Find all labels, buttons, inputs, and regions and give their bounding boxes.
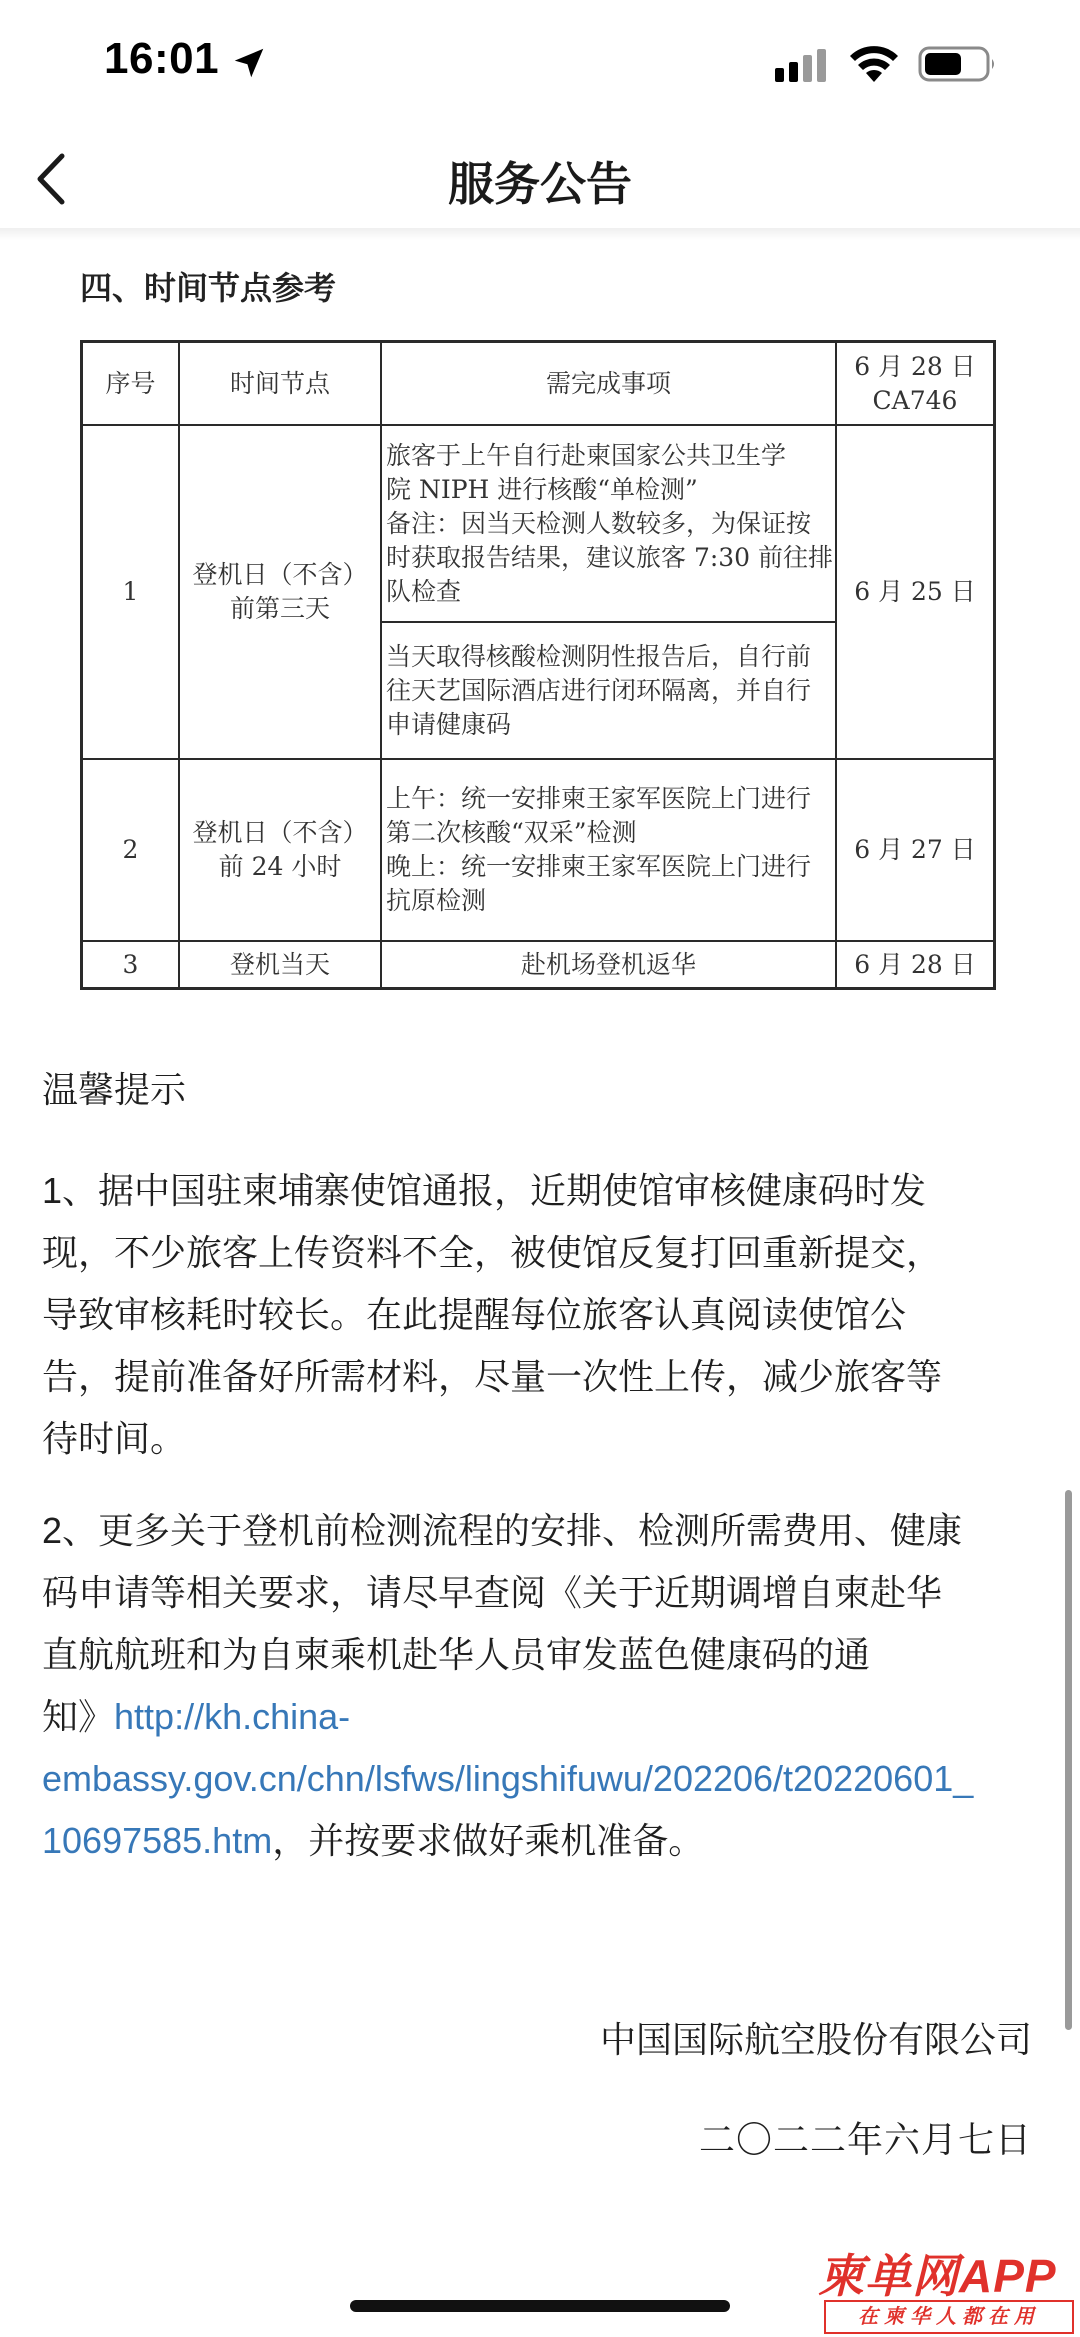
watermark-tagline: 在柬华人都在用 bbox=[824, 2300, 1074, 2334]
watermark-brand: 柬单网APP bbox=[818, 2250, 1057, 2302]
text-line: 告，提前准备好所需材料，尽量一次性上传，减少旅客等 bbox=[42, 1356, 943, 1397]
tip-paragraph-1 bbox=[42, 1160, 1042, 1470]
tip-paragraph-2 bbox=[42, 1500, 1042, 1872]
row2-tasks: 上午：统一安排柬王家军医院上门进行 第二次核酸“双采”检测 晚上：统一安排柬王家军医院上门进行 抗原检测 bbox=[386, 784, 812, 915]
text-line: 2、更多关于登机前检测流程的安排、检测所需费用、健康 bbox=[42, 1510, 963, 1551]
text-line bbox=[42, 1748, 1042, 1810]
text-line: 直航航班和为自柬乘机赴华人员审发蓝色健康码的通 bbox=[42, 1634, 871, 1675]
wifi-icon bbox=[848, 44, 900, 84]
nav-divider bbox=[0, 228, 1080, 240]
issuer-company: 中国国际航空股份有限公司 bbox=[599, 2019, 1032, 2060]
row1-no: 1 bbox=[122, 577, 139, 606]
section-heading: 四、时间节点参考 bbox=[80, 269, 337, 307]
scrollbar[interactable] bbox=[1065, 1490, 1072, 2030]
header-cell-timepoint: 时间节点 bbox=[229, 368, 330, 398]
status-time: 16:01 bbox=[104, 34, 220, 83]
row2-no: 2 bbox=[122, 835, 139, 864]
embassy-link[interactable]: embassy.gov.cn/chn/lsfws/lingshifuwu/202206/t20220601_ bbox=[42, 1758, 974, 1799]
signal-icon bbox=[773, 48, 833, 84]
schedule-table bbox=[80, 340, 996, 990]
embassy-link[interactable]: http://kh.china- bbox=[114, 1696, 351, 1737]
text-line: 导致审核耗时较长。在此提醒每位旅客认真阅读使馆公 bbox=[42, 1294, 907, 1335]
row3-date: 6 月 28 日 bbox=[854, 949, 976, 979]
header-cell-tasks: 需完成事项 bbox=[545, 368, 671, 398]
text-line: 现，不少旅客上传资料不全，被使馆反复打回重新提交， bbox=[42, 1232, 943, 1273]
watermark-logo bbox=[818, 2240, 1080, 2337]
page-title: 服务公告 bbox=[448, 158, 632, 210]
tips-title: 温馨提示 bbox=[42, 1069, 187, 1110]
nav-bar bbox=[0, 130, 1080, 230]
text-line: 码申请等相关要求，请尽早查阅《关于近期调增自柬赴华 bbox=[42, 1572, 943, 1613]
home-indicator[interactable] bbox=[350, 2300, 730, 2312]
text-span: 知》 bbox=[42, 1696, 115, 1737]
row3-tasks: 赴机场登机返华 bbox=[520, 949, 696, 979]
header-cell-flight: 6 月 28 日 CA746 bbox=[854, 351, 976, 415]
location-arrow-icon bbox=[230, 44, 268, 82]
embassy-link[interactable]: 10697585.htm bbox=[42, 1820, 273, 1861]
status-bar bbox=[0, 0, 1080, 130]
text-line: 1、据中国驻柬埔寨使馆通报，近期使馆审核健康码时发 bbox=[42, 1170, 927, 1211]
row1-tasks-a: 旅客于上午自行赴柬国家公共卫生学 院 NIPH 进行核酸“单检测” 备注：因当天检测人数较多，为保证按 时获取报告结果，建议旅客 7:30 前往排 队检查 bbox=[386, 440, 834, 606]
row1-timepoint: 登机日（不含） 前第三天 bbox=[192, 560, 368, 623]
row1-date: 6 月 25 日 bbox=[854, 577, 976, 606]
row1-tasks-b: 当天取得核酸检测阴性报告后，自行前 往天艺国际酒店进行闭环隔离，并自行 申请健康码 bbox=[386, 641, 812, 739]
battery-icon bbox=[918, 44, 998, 84]
row3-timepoint: 登机当天 bbox=[229, 949, 330, 979]
text-line bbox=[42, 1686, 1042, 1748]
header-cell-no: 序号 bbox=[105, 368, 156, 398]
table-line bbox=[380, 343, 382, 987]
text-line: 待时间。 bbox=[42, 1418, 187, 1459]
row3-no: 3 bbox=[122, 949, 139, 979]
text-span: ，并按要求做好乘机准备。 bbox=[272, 1820, 705, 1861]
row2-date: 6 月 27 日 bbox=[854, 835, 976, 864]
row2-timepoint: 登机日（不含） 前 24 小时 bbox=[192, 818, 368, 881]
issue-date: 二〇二二年六月七日 bbox=[698, 2119, 1032, 2160]
text-line bbox=[42, 1810, 1042, 1872]
